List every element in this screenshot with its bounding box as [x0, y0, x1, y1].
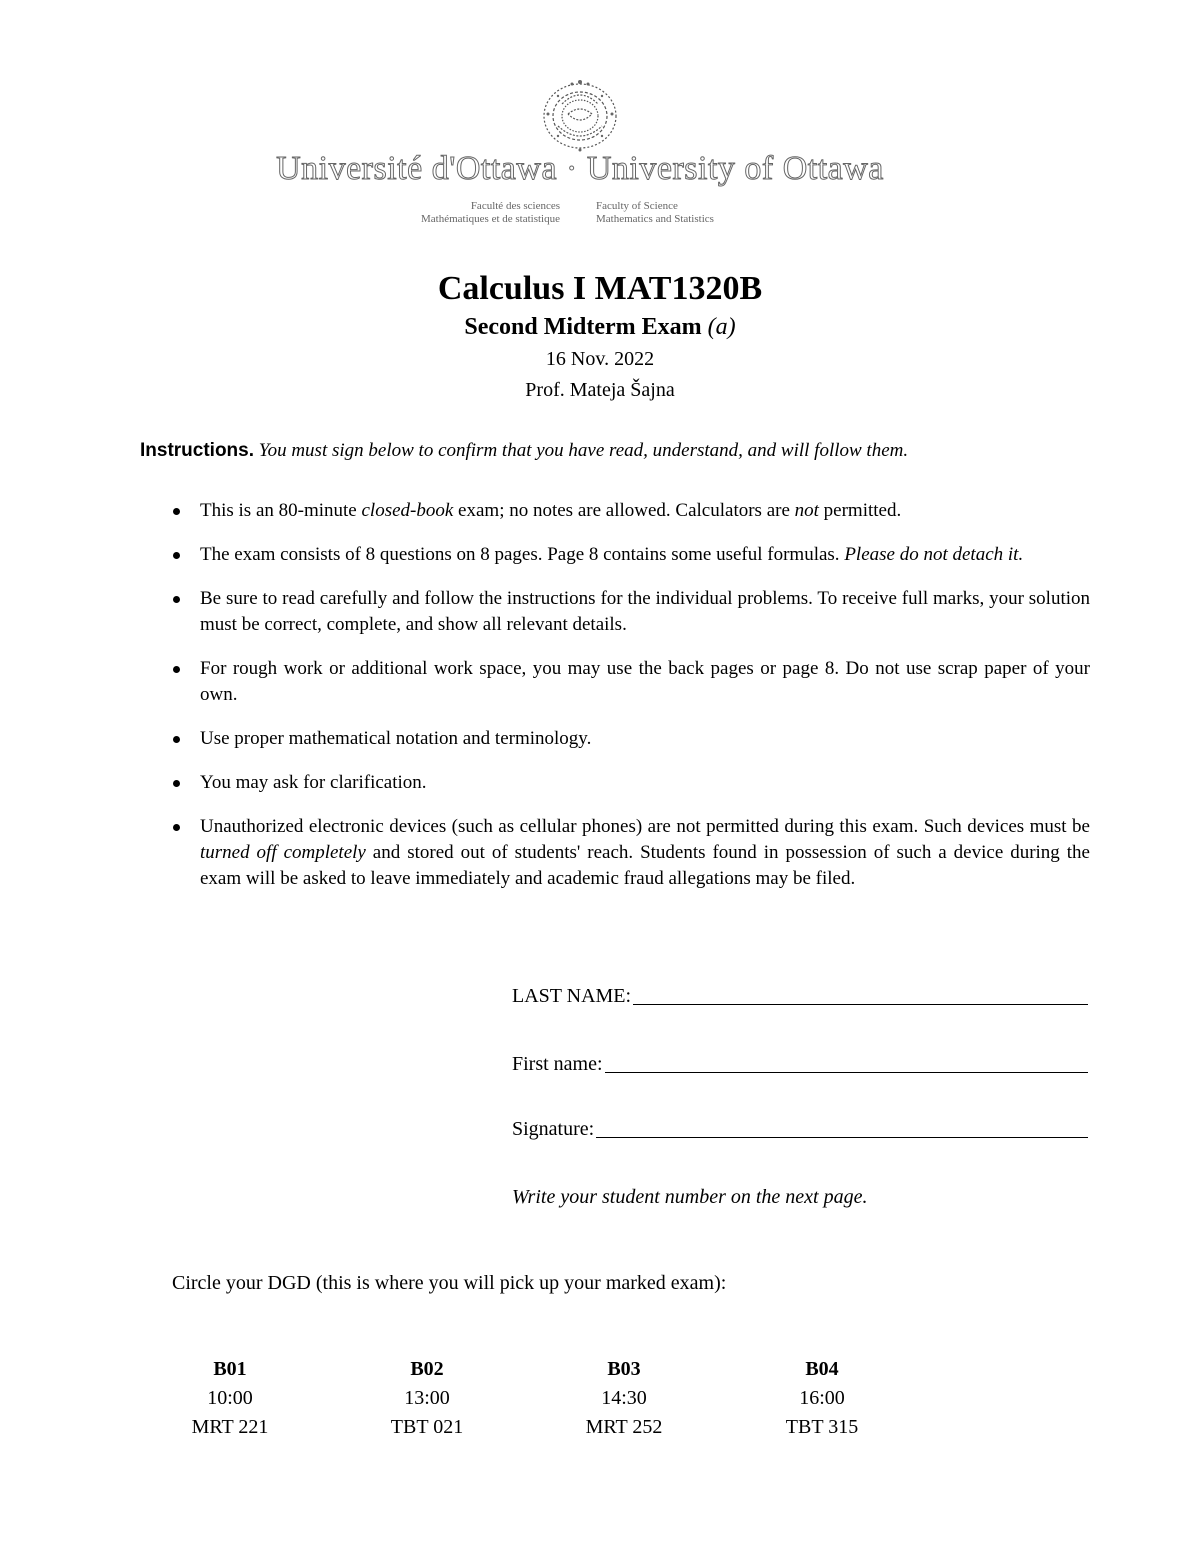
instruction-item	[168, 770, 1090, 796]
bullet-icon	[173, 552, 180, 559]
first-name-line[interactable]	[605, 1071, 1088, 1073]
faculty-name-english	[596, 200, 816, 226]
bullet-icon	[173, 508, 180, 515]
instruction-text: For rough work or additional work space, you may use the back pages or page 8. Do not use scrap paper of your own.	[200, 658, 1090, 705]
instruction-item	[168, 542, 1090, 568]
faculty-en-line1: Faculty of Science	[596, 200, 678, 212]
student-number-note: Write your student number on the next page.	[512, 1186, 868, 1208]
dgd-time: 14:30	[601, 1387, 647, 1409]
faculty-name-french	[368, 200, 560, 226]
dgd-time: 13:00	[404, 1387, 450, 1409]
instruction-emphasis: not	[794, 500, 819, 521]
last-name-line[interactable]	[633, 1003, 1088, 1005]
bullet-icon	[173, 666, 180, 673]
first-name-label: First name:	[512, 1053, 603, 1075]
bullet-icon	[173, 596, 180, 603]
instruction-item	[168, 586, 1090, 638]
dgd-option-b02[interactable]	[357, 1355, 497, 1442]
last-name-label: LAST NAME:	[512, 985, 632, 1007]
bullet-icon	[173, 824, 180, 831]
exam-date: 16 Nov. 2022	[545, 348, 655, 370]
instruction-text: Use proper mathematical notation and terminology.	[200, 728, 592, 749]
exam-subtitle-text: Second Midterm Exam	[464, 314, 702, 340]
instruction-text: The exam consists of 8 questions on 8 pages. Page 8 contains some useful formulas.	[200, 544, 845, 565]
dgd-code: B01	[213, 1358, 247, 1380]
instruction-item	[168, 498, 1090, 524]
instruction-item	[168, 814, 1090, 892]
instruction-emphasis: closed-book	[361, 500, 454, 521]
first-name-field[interactable]	[512, 1053, 1088, 1076]
instruction-text: You may ask for clarification.	[200, 772, 427, 793]
dgd-option-b04[interactable]	[752, 1355, 892, 1442]
instructions-heading: Instructions.	[140, 440, 255, 461]
instruction-emphasis: turned off completely	[200, 842, 366, 863]
instruction-text: Be sure to read carefully and follow the instructions for the individual problems. To receive full marks, your solution must be correct, complete, and show all relevant details.	[200, 588, 1090, 635]
dgd-prompt: Circle your DGD (this is where you will pick up your marked exam):	[172, 1272, 727, 1294]
dgd-time: 16:00	[799, 1387, 845, 1409]
bullet-icon	[173, 780, 180, 787]
instruction-text: exam; no notes are allowed. Calculators are	[453, 500, 795, 521]
signature-field[interactable]	[512, 1118, 1088, 1141]
signature-label: Signature:	[512, 1118, 595, 1140]
dgd-code: B03	[607, 1358, 641, 1380]
exam-version: (a)	[707, 314, 736, 340]
faculty-en-line2: Mathematics and Statistics	[596, 213, 714, 225]
exam-title: Calculus I MAT1320B	[437, 270, 763, 307]
instruction-text: and stored out of students' reach. Students found in possession of such a device during the exam will be asked to leave immediately and academic fraud allegations may be filed.	[200, 842, 1090, 889]
dgd-code: B04	[805, 1358, 839, 1380]
last-name-field[interactable]	[512, 985, 1088, 1008]
instructions-intro	[140, 440, 1090, 462]
dgd-room: TBT 021	[390, 1416, 464, 1438]
university-name: Université d'Ottawa · University of Ottawa	[276, 150, 884, 187]
signature-line[interactable]	[596, 1136, 1088, 1138]
dgd-room: MRT 252	[585, 1416, 663, 1438]
instruction-text: This is an 80-minute	[200, 500, 362, 521]
instructions-lead: You must sign below to confirm that you have read, understand, and will follow them.	[258, 440, 909, 461]
dgd-room: MRT 221	[191, 1416, 269, 1438]
faculty-fr-line1: Faculté des sciences	[470, 200, 560, 212]
faculty-fr-line2: Mathématiques et de statistique	[421, 213, 560, 225]
dgd-time: 10:00	[207, 1387, 253, 1409]
instruction-text: Unauthorized electronic devices (such as cellular phones) are not permitted during this exam. Such devices must be	[200, 816, 1090, 837]
dgd-option-b03[interactable]	[554, 1355, 694, 1442]
instruction-item	[168, 726, 1090, 752]
university-seal-logo	[528, 74, 632, 158]
dgd-option-b01[interactable]	[160, 1355, 300, 1442]
instruction-text: permitted.	[818, 500, 902, 521]
instruction-emphasis: Please do not detach it.	[844, 544, 1024, 565]
bullet-icon	[173, 736, 180, 743]
exam-professor: Prof. Mateja Šajna	[525, 379, 675, 401]
exam-subtitle	[0, 314, 1200, 341]
instruction-item	[168, 656, 1090, 708]
dgd-room: TBT 315	[785, 1416, 859, 1438]
dgd-code: B02	[410, 1358, 444, 1380]
instructions-list	[168, 498, 1090, 910]
